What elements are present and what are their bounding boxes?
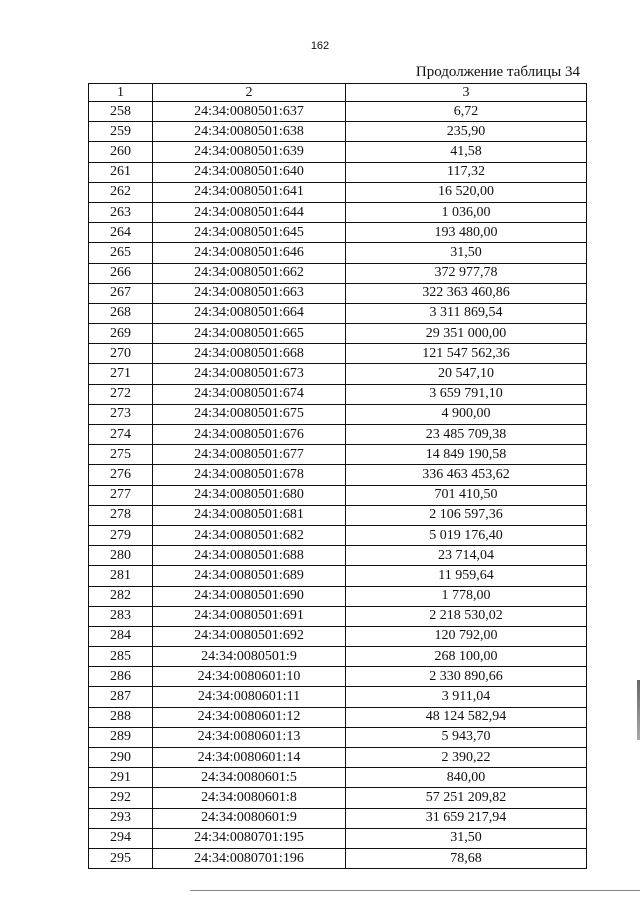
value-cell: 31,50 xyxy=(346,243,587,263)
table-header xyxy=(89,84,587,102)
row-number-cell: 270 xyxy=(89,344,153,364)
row-number-cell: 286 xyxy=(89,667,153,687)
table-row xyxy=(89,182,587,202)
row-number-cell: 277 xyxy=(89,485,153,505)
value-cell: 11 959,64 xyxy=(346,566,587,586)
table-row xyxy=(89,202,587,222)
cadastral-number-cell: 24:34:0080501:676 xyxy=(153,425,346,445)
cadastral-number-cell: 24:34:0080501:674 xyxy=(153,384,346,404)
row-number-cell: 280 xyxy=(89,546,153,566)
row-number-cell: 285 xyxy=(89,647,153,667)
value-cell: 78,68 xyxy=(346,848,587,868)
table-row xyxy=(89,364,587,384)
value-cell: 31,50 xyxy=(346,828,587,848)
cadastral-number-cell: 24:34:0080501:644 xyxy=(153,202,346,222)
cadastral-number-cell: 24:34:0080501:637 xyxy=(153,102,346,122)
value-cell: 57 251 209,82 xyxy=(346,788,587,808)
value-cell: 2 106 597,36 xyxy=(346,505,587,525)
row-number-cell: 275 xyxy=(89,445,153,465)
cadastral-number-cell: 24:34:0080501:645 xyxy=(153,223,346,243)
cadastral-number-cell: 24:34:0080501:688 xyxy=(153,546,346,566)
value-cell: 31 659 217,94 xyxy=(346,808,587,828)
value-cell: 6,72 xyxy=(346,102,587,122)
column-header: 1 xyxy=(89,84,153,102)
row-number-cell: 291 xyxy=(89,768,153,788)
cadastral-number-cell: 24:34:0080501:9 xyxy=(153,647,346,667)
cadastral-number-cell: 24:34:0080501:678 xyxy=(153,465,346,485)
value-cell: 235,90 xyxy=(346,122,587,142)
table-row xyxy=(89,283,587,303)
table-row xyxy=(89,788,587,808)
cadastral-number-cell: 24:34:0080601:12 xyxy=(153,707,346,727)
value-cell: 2 330 890,66 xyxy=(346,667,587,687)
cadastral-number-cell: 24:34:0080601:5 xyxy=(153,768,346,788)
value-cell: 23 485 709,38 xyxy=(346,425,587,445)
row-number-cell: 259 xyxy=(89,122,153,142)
row-number-cell: 290 xyxy=(89,748,153,768)
table-row xyxy=(89,566,587,586)
table-header-row xyxy=(89,84,587,102)
table-row xyxy=(89,707,587,727)
column-header: 3 xyxy=(346,84,587,102)
row-number-cell: 267 xyxy=(89,283,153,303)
row-number-cell: 281 xyxy=(89,566,153,586)
row-number-cell: 288 xyxy=(89,707,153,727)
row-number-cell: 282 xyxy=(89,586,153,606)
table-row xyxy=(89,647,587,667)
cadastral-number-cell: 24:34:0080501:665 xyxy=(153,324,346,344)
value-cell: 48 124 582,94 xyxy=(346,707,587,727)
cadastral-number-cell: 24:34:0080501:692 xyxy=(153,626,346,646)
cadastral-number-cell: 24:34:0080501:646 xyxy=(153,243,346,263)
table-body xyxy=(89,102,587,869)
value-cell: 5 019 176,40 xyxy=(346,525,587,545)
value-cell: 20 547,10 xyxy=(346,364,587,384)
table-row xyxy=(89,546,587,566)
row-number-cell: 262 xyxy=(89,182,153,202)
cadastral-number-cell: 24:34:0080601:13 xyxy=(153,727,346,747)
row-number-cell: 263 xyxy=(89,202,153,222)
cadastral-number-cell: 24:34:0080601:10 xyxy=(153,667,346,687)
table-row xyxy=(89,162,587,182)
row-number-cell: 279 xyxy=(89,525,153,545)
cadastral-number-cell: 24:34:0080501:682 xyxy=(153,525,346,545)
value-cell: 336 463 453,62 xyxy=(346,465,587,485)
cadastral-number-cell: 24:34:0080501:690 xyxy=(153,586,346,606)
page-number: 162 xyxy=(310,40,330,52)
table-row xyxy=(89,404,587,424)
row-number-cell: 266 xyxy=(89,263,153,283)
value-cell: 1 778,00 xyxy=(346,586,587,606)
table-row xyxy=(89,303,587,323)
value-cell: 120 792,00 xyxy=(346,626,587,646)
cadastral-number-cell: 24:34:0080701:195 xyxy=(153,828,346,848)
table-row xyxy=(89,465,587,485)
row-number-cell: 260 xyxy=(89,142,153,162)
value-cell: 2 218 530,02 xyxy=(346,606,587,626)
table-row xyxy=(89,748,587,768)
table-row xyxy=(89,142,587,162)
value-cell: 117,32 xyxy=(346,162,587,182)
value-cell: 5 943,70 xyxy=(346,727,587,747)
value-cell: 193 480,00 xyxy=(346,223,587,243)
cadastral-number-cell: 24:34:0080601:14 xyxy=(153,748,346,768)
cadastral-number-cell: 24:34:0080601:8 xyxy=(153,788,346,808)
table-row xyxy=(89,122,587,142)
data-table xyxy=(88,83,587,869)
value-cell: 372 977,78 xyxy=(346,263,587,283)
value-cell: 840,00 xyxy=(346,768,587,788)
value-cell: 23 714,04 xyxy=(346,546,587,566)
value-cell: 268 100,00 xyxy=(346,647,587,667)
table-row xyxy=(89,808,587,828)
row-number-cell: 278 xyxy=(89,505,153,525)
scan-bottom-line xyxy=(190,890,640,891)
row-number-cell: 283 xyxy=(89,606,153,626)
table-row xyxy=(89,626,587,646)
cadastral-number-cell: 24:34:0080501:664 xyxy=(153,303,346,323)
cadastral-number-cell: 24:34:0080501:639 xyxy=(153,142,346,162)
value-cell: 3 911,04 xyxy=(346,687,587,707)
row-number-cell: 274 xyxy=(89,425,153,445)
row-number-cell: 265 xyxy=(89,243,153,263)
row-number-cell: 264 xyxy=(89,223,153,243)
row-number-cell: 271 xyxy=(89,364,153,384)
table-row xyxy=(89,667,587,687)
cadastral-number-cell: 24:34:0080501:680 xyxy=(153,485,346,505)
table-row xyxy=(89,606,587,626)
row-number-cell: 294 xyxy=(89,828,153,848)
value-cell: 3 311 869,54 xyxy=(346,303,587,323)
row-number-cell: 268 xyxy=(89,303,153,323)
column-header: 2 xyxy=(153,84,346,102)
table-row xyxy=(89,586,587,606)
value-cell: 16 520,00 xyxy=(346,182,587,202)
table-row xyxy=(89,223,587,243)
row-number-cell: 273 xyxy=(89,404,153,424)
cadastral-number-cell: 24:34:0080501:681 xyxy=(153,505,346,525)
row-number-cell: 287 xyxy=(89,687,153,707)
row-number-cell: 269 xyxy=(89,324,153,344)
value-cell: 1 036,00 xyxy=(346,202,587,222)
value-cell: 4 900,00 xyxy=(346,404,587,424)
cadastral-number-cell: 24:34:0080501:691 xyxy=(153,606,346,626)
table-row xyxy=(89,445,587,465)
cadastral-number-cell: 24:34:0080501:662 xyxy=(153,263,346,283)
cadastral-number-cell: 24:34:0080501:641 xyxy=(153,182,346,202)
row-number-cell: 258 xyxy=(89,102,153,122)
table-row xyxy=(89,828,587,848)
row-number-cell: 276 xyxy=(89,465,153,485)
table-row xyxy=(89,243,587,263)
cadastral-number-cell: 24:34:0080501:689 xyxy=(153,566,346,586)
table-row xyxy=(89,727,587,747)
cadastral-number-cell: 24:34:0080501:675 xyxy=(153,404,346,424)
value-cell: 14 849 190,58 xyxy=(346,445,587,465)
table-row xyxy=(89,485,587,505)
cadastral-number-cell: 24:34:0080601:9 xyxy=(153,808,346,828)
cadastral-number-cell: 24:34:0080501:640 xyxy=(153,162,346,182)
row-number-cell: 272 xyxy=(89,384,153,404)
row-number-cell: 261 xyxy=(89,162,153,182)
table-row xyxy=(89,344,587,364)
table-row xyxy=(89,384,587,404)
table-row xyxy=(89,768,587,788)
row-number-cell: 293 xyxy=(89,808,153,828)
cadastral-number-cell: 24:34:0080501:673 xyxy=(153,364,346,384)
value-cell: 41,58 xyxy=(346,142,587,162)
value-cell: 701 410,50 xyxy=(346,485,587,505)
cadastral-number-cell: 24:34:0080501:677 xyxy=(153,445,346,465)
value-cell: 121 547 562,36 xyxy=(346,344,587,364)
table-row xyxy=(89,505,587,525)
value-cell: 322 363 460,86 xyxy=(346,283,587,303)
row-number-cell: 292 xyxy=(89,788,153,808)
table-row xyxy=(89,848,587,868)
table-row xyxy=(89,687,587,707)
value-cell: 2 390,22 xyxy=(346,748,587,768)
row-number-cell: 295 xyxy=(89,848,153,868)
cadastral-number-cell: 24:34:0080501:668 xyxy=(153,344,346,364)
cadastral-number-cell: 24:34:0080601:11 xyxy=(153,687,346,707)
table-row xyxy=(89,102,587,122)
table-row xyxy=(89,425,587,445)
cadastral-number-cell: 24:34:0080701:196 xyxy=(153,848,346,868)
table-continuation-label: Продолжение таблицы 34 xyxy=(415,64,580,80)
table-row xyxy=(89,263,587,283)
cadastral-number-cell: 24:34:0080501:638 xyxy=(153,122,346,142)
value-cell: 3 659 791,10 xyxy=(346,384,587,404)
row-number-cell: 289 xyxy=(89,727,153,747)
table-row xyxy=(89,525,587,545)
row-number-cell: 284 xyxy=(89,626,153,646)
value-cell: 29 351 000,00 xyxy=(346,324,587,344)
table-row xyxy=(89,324,587,344)
cadastral-number-cell: 24:34:0080501:663 xyxy=(153,283,346,303)
